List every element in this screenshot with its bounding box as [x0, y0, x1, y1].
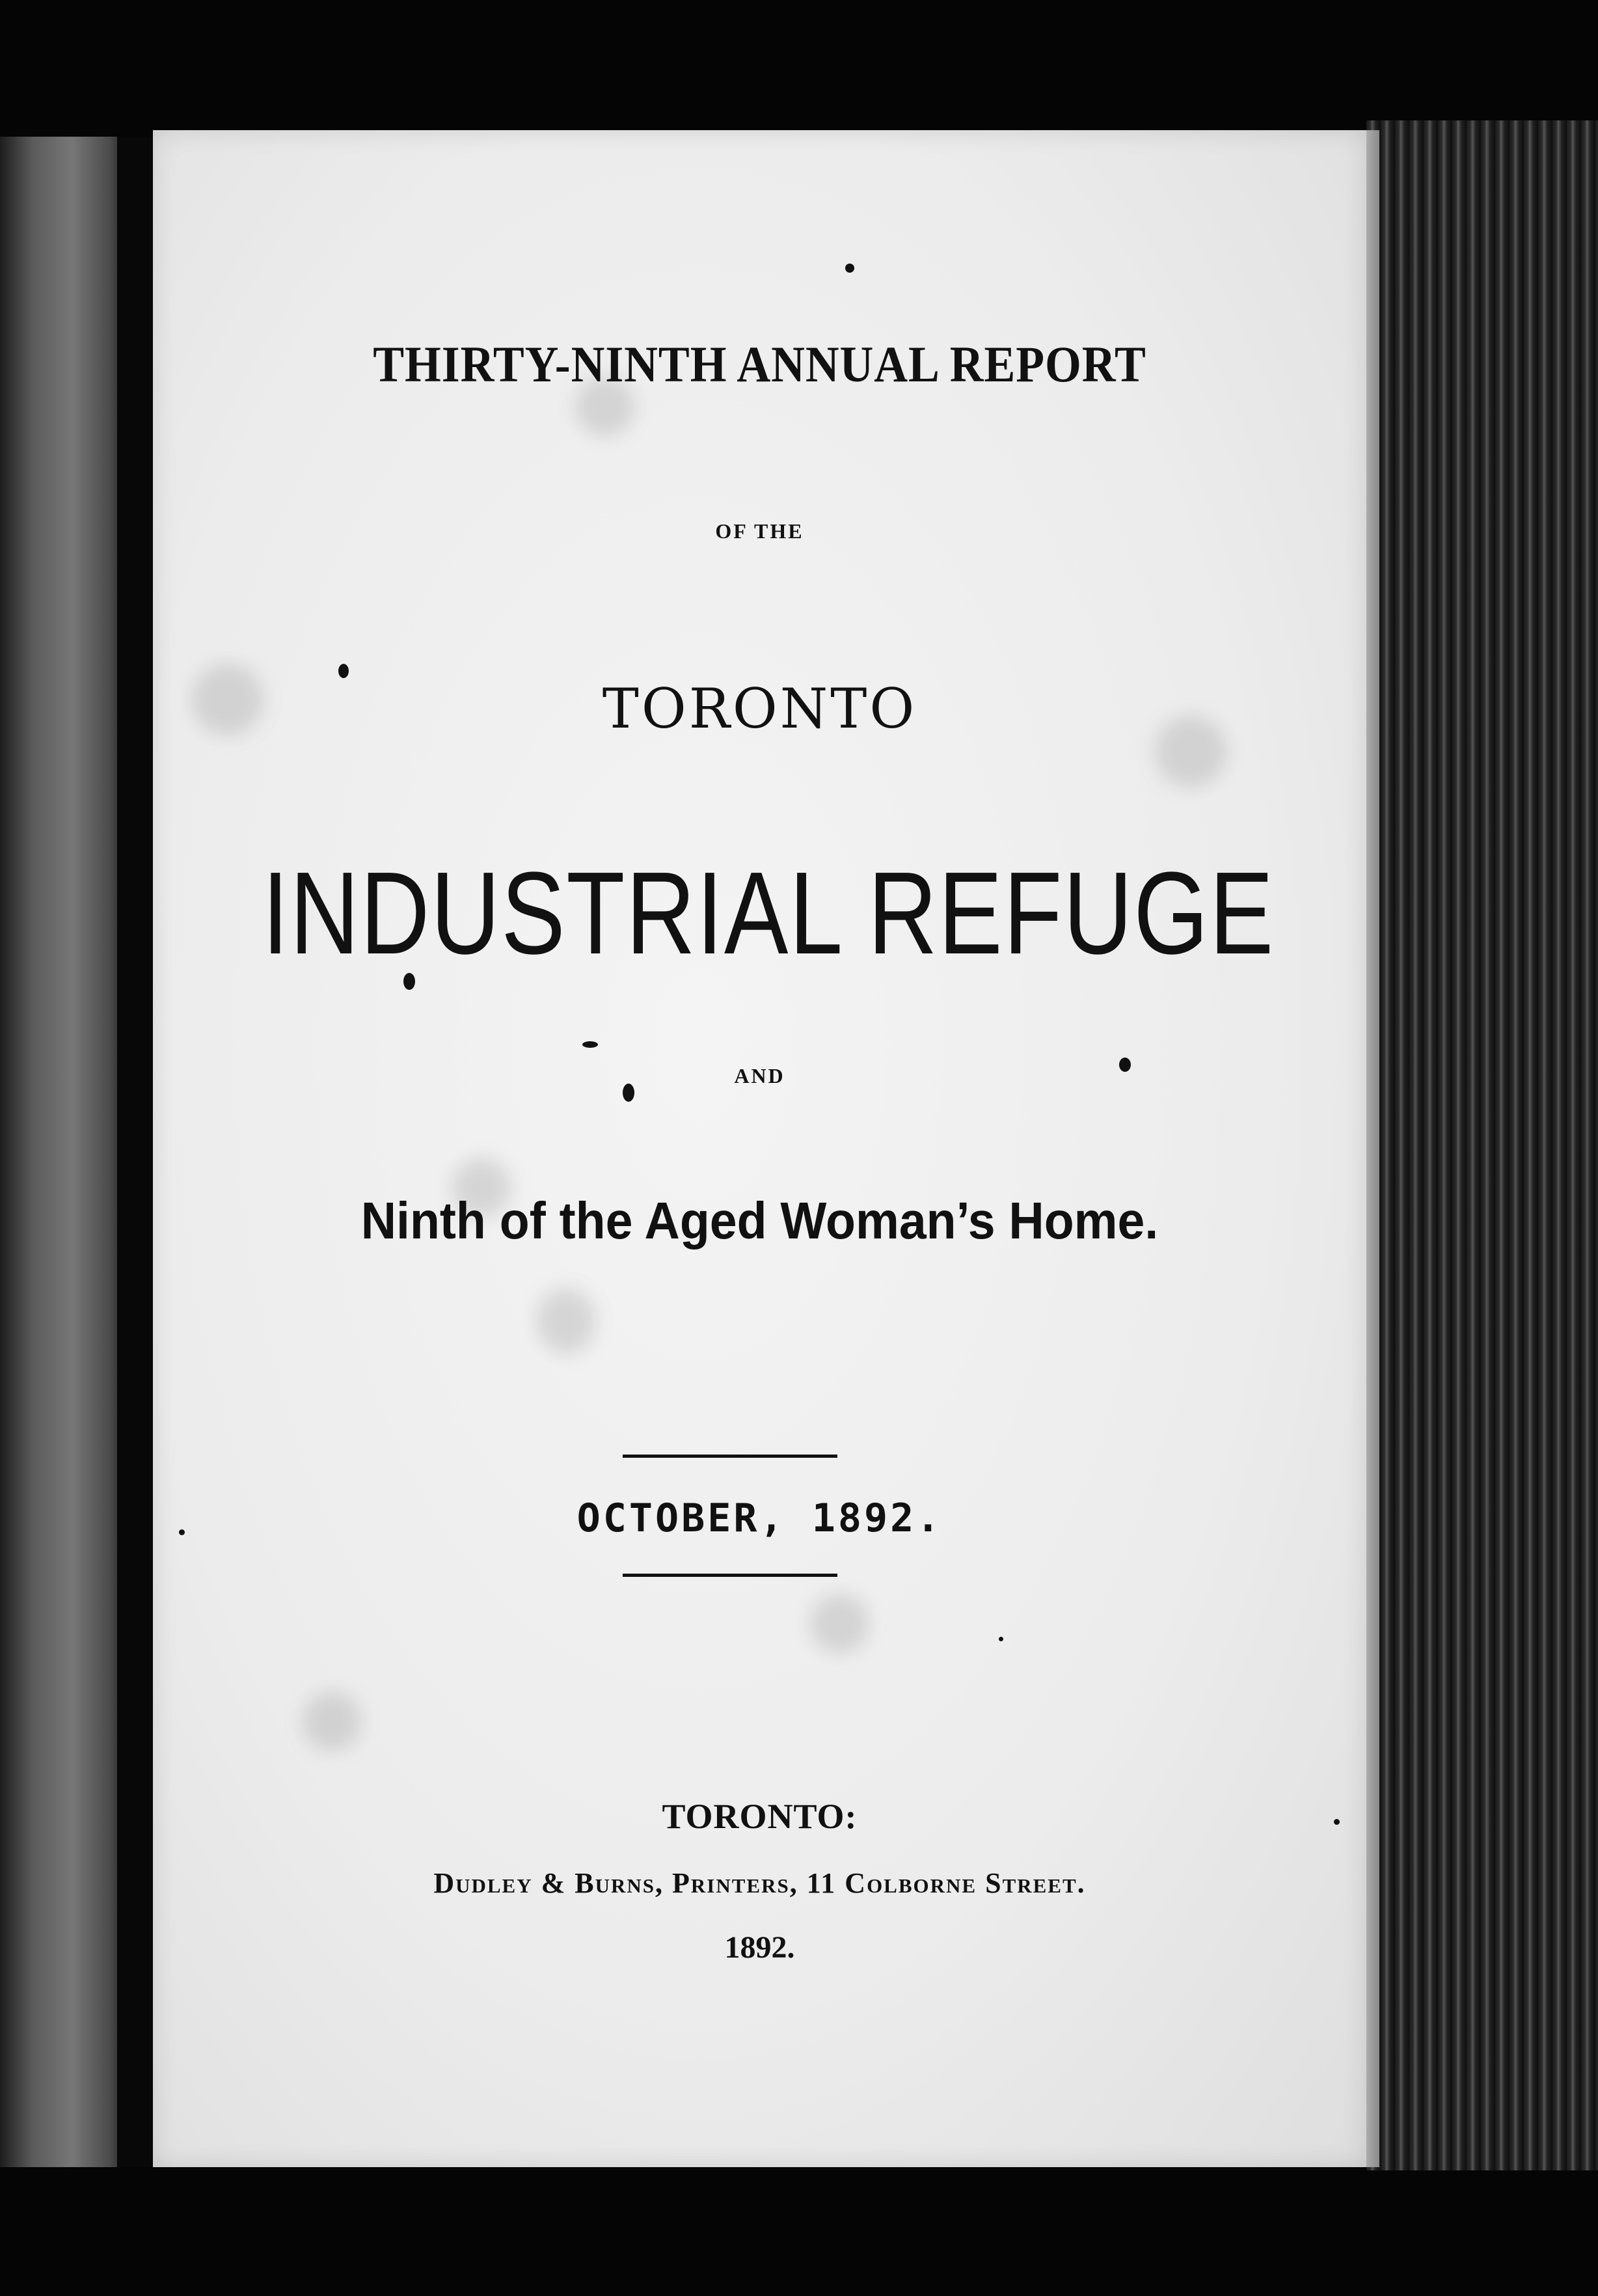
left-facing-page-edge: [0, 137, 130, 2167]
rule-divider: [623, 1455, 837, 1458]
institution-name: INDUSTRIAL REFUGE: [262, 848, 1275, 979]
city-heading: TORONTO: [602, 677, 917, 741]
subtitle: Ninth of the Aged Woman’s Home.: [360, 1192, 1159, 1250]
stain-spot: [537, 1289, 595, 1354]
imprint-year: 1892.: [724, 1930, 795, 1965]
report-title: THIRTY-NINTH ANNUAL REPORT: [373, 336, 1146, 392]
ink-speck: [999, 1637, 1003, 1641]
of-the-line: OF THE: [715, 519, 804, 543]
and-line: AND: [734, 1064, 785, 1087]
ink-speck: [845, 264, 854, 273]
stain-spot: [810, 1594, 869, 1653]
rule-divider: [623, 1574, 837, 1577]
title-page: [153, 130, 1366, 2167]
imprint-printer: Dudley & Burns, Printers, 11 Colborne Street.: [433, 1867, 1086, 1899]
ink-speck: [582, 1041, 598, 1048]
book-gutter: [117, 137, 156, 2167]
stain-spot: [303, 1692, 361, 1751]
imprint-city: TORONTO:: [662, 1797, 858, 1836]
ink-speck: [338, 664, 349, 678]
report-date: OCTOBER, 1892.: [576, 1496, 943, 1541]
right-page-stack: [1366, 120, 1598, 2170]
